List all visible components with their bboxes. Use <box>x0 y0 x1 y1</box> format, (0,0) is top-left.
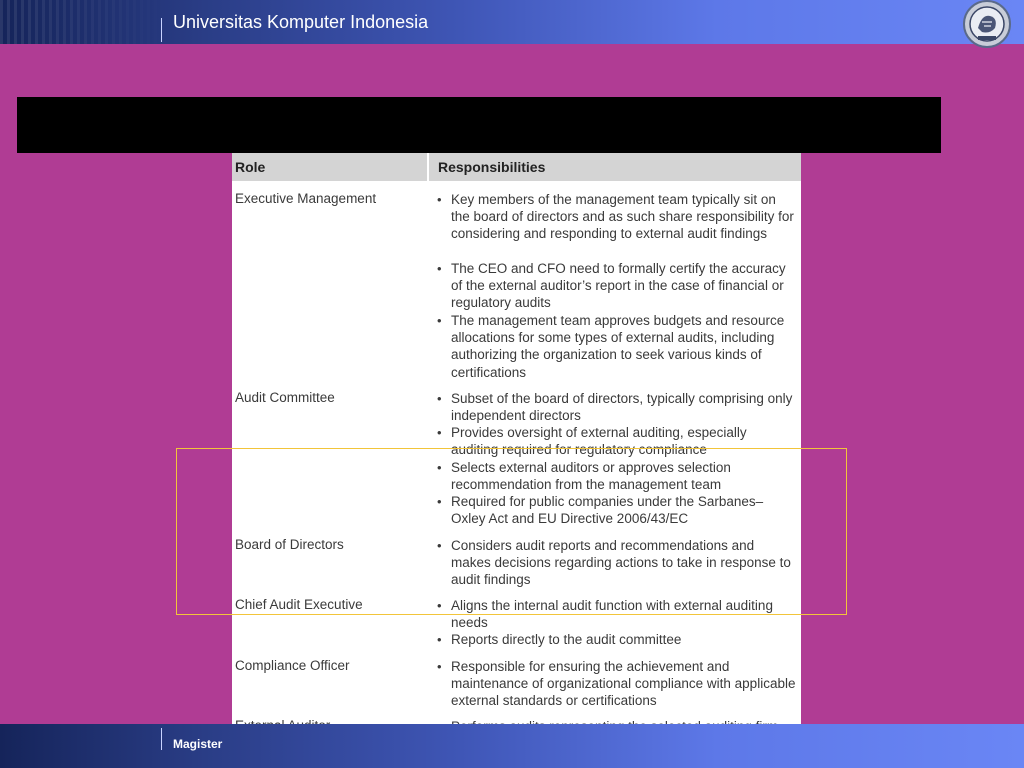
header-decoration <box>0 0 170 44</box>
responsibility-item: • Subset of the board of directors, typically comprising only independent directors <box>437 391 793 424</box>
table-row-role: Audit Committee <box>235 390 335 405</box>
bullet-icon: • <box>437 261 442 276</box>
header-separator <box>161 18 162 42</box>
column-header-role: Role <box>235 159 266 175</box>
responsibility-item: • The management team approves budgets and resource allocations for some types of external audits, including authorizing the organization to seek various kinds of certifications <box>437 313 785 380</box>
responsibility-item: • Required for public companies under the Sarbanes–Oxley Act and EU Directive 2006/43/EC <box>437 494 764 527</box>
responsibility-item: • The CEO and CFO need to formally certify the accuracy of the external auditor’s report in the case of financial or regulatory audits <box>437 261 786 311</box>
responsibility-item: • Selects external auditors or approves selection recommendation from the management team <box>437 460 731 493</box>
table-row-role: Board of Directors <box>235 537 344 552</box>
table-row-role: Executive Management <box>235 191 377 206</box>
bullet-icon: • <box>437 659 442 674</box>
university-logo-icon <box>960 0 1014 50</box>
bullet-icon: • <box>437 632 442 647</box>
bullet-icon: • <box>437 494 442 509</box>
header-bar <box>0 0 1024 44</box>
table-header <box>232 153 801 181</box>
responsibility-item: • Aligns the internal audit function with external auditing needs <box>437 598 773 631</box>
bullet-icon: • <box>437 313 442 328</box>
bullet-icon: • <box>437 538 442 553</box>
responsibility-item: • Reports directly to the audit committee <box>437 632 682 647</box>
bullet-icon: • <box>437 460 442 475</box>
footer-text: Magister <box>173 737 223 751</box>
bullet-icon: • <box>437 425 442 440</box>
table-row-role: Chief Audit Executive <box>235 597 363 612</box>
bullet-icon: • <box>437 192 442 207</box>
responsibility-item: • Responsible for ensuring the achievement and maintenance of organizational compliance with applicable external standards or certifications <box>437 659 796 709</box>
roles-table <box>232 153 801 768</box>
column-divider <box>427 153 429 181</box>
bullet-icon: • <box>437 391 442 406</box>
responsibility-item: • Key members of the management team typically sit on the board of directors and as such share responsibility for considering and responding to external audit findings <box>437 192 794 242</box>
footer-separator <box>161 728 162 750</box>
bullet-icon: • <box>437 598 442 613</box>
footer-bar <box>0 724 1024 768</box>
table-row-role: Compliance Officer <box>235 658 350 673</box>
title-banner <box>17 97 941 153</box>
column-header-responsibilities: Responsibilities <box>438 159 546 175</box>
responsibility-item: • Provides oversight of external auditing, especially auditing required for regulatory compliance <box>437 425 747 458</box>
header-title: Universitas Komputer Indonesia <box>173 12 429 32</box>
responsibility-item: • Considers audit reports and recommendations and makes decisions regarding actions to take in response to audit findings <box>437 538 791 588</box>
